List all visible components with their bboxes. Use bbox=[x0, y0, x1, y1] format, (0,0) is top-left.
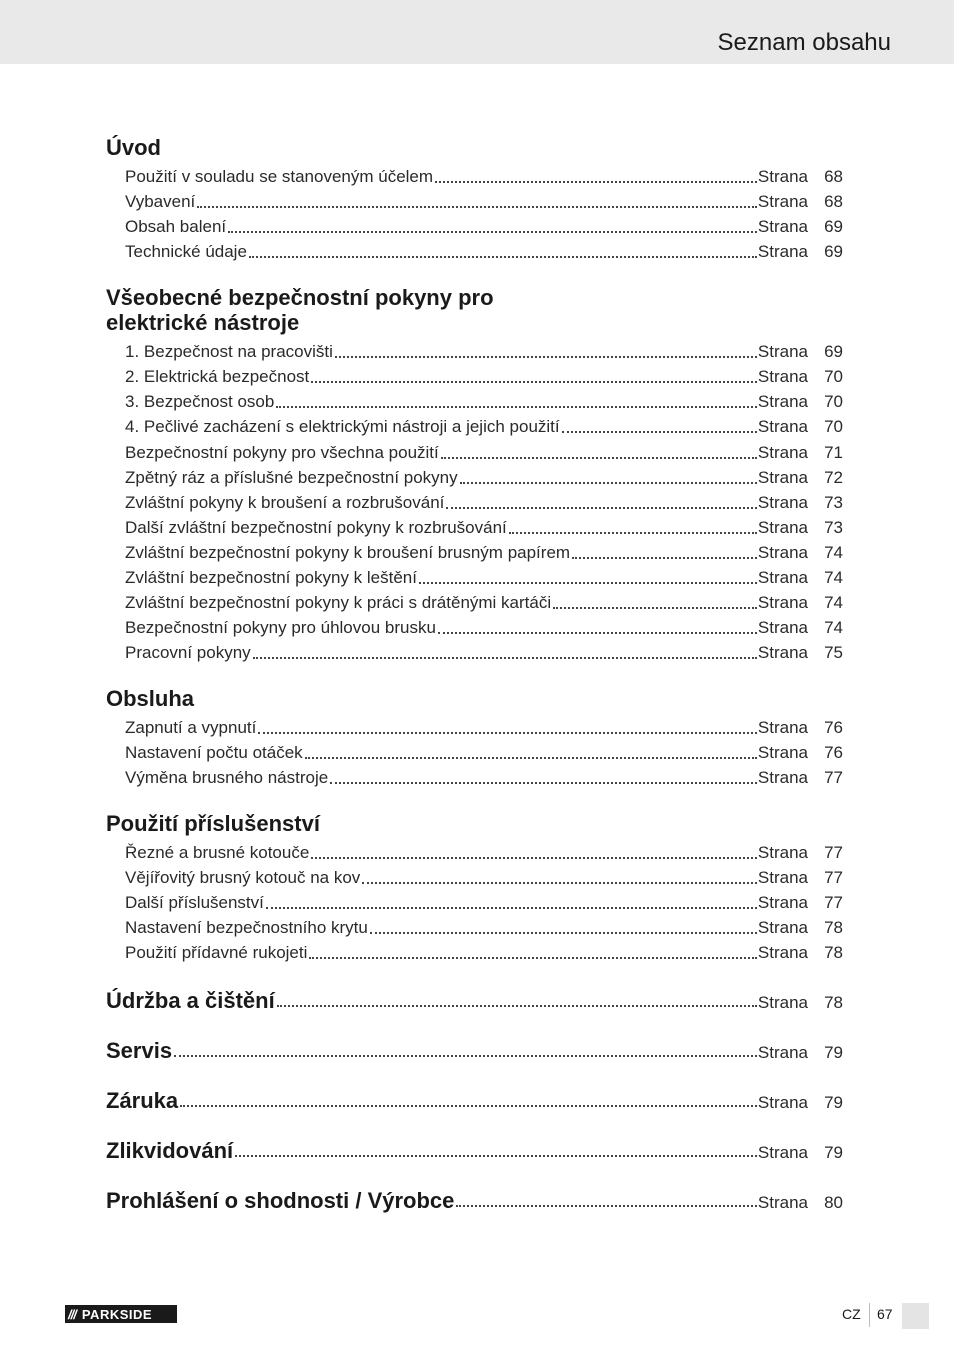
dot-leader bbox=[309, 957, 757, 959]
strana-label: Strana bbox=[757, 568, 808, 587]
toc-entry[interactable] bbox=[125, 413, 843, 438]
toc-entry-page: 71 bbox=[824, 443, 843, 462]
toc-entry[interactable] bbox=[125, 914, 843, 939]
toc-main-entry-label: Zlikvidování bbox=[106, 1138, 234, 1163]
toc-main-entry-page: 79 bbox=[824, 1093, 843, 1112]
strana-label: Strana bbox=[757, 993, 808, 1012]
toc-entry-page: 76 bbox=[824, 743, 843, 762]
section-heading-uvod: Úvod bbox=[106, 135, 161, 160]
strana-label: Strana bbox=[757, 743, 808, 762]
dot-leader bbox=[562, 431, 757, 433]
page-number: 67 bbox=[877, 1306, 893, 1322]
toc-entry-page: 74 bbox=[824, 618, 843, 637]
toc-entry[interactable] bbox=[125, 539, 843, 564]
logo-stripes-icon: /// bbox=[68, 1306, 76, 1322]
toc-entry[interactable] bbox=[125, 238, 843, 263]
toc-main-entry-label: Záruka bbox=[106, 1088, 179, 1113]
toc-entry[interactable] bbox=[125, 338, 843, 363]
toc-entry-label: Bezpečnostní pokyny pro všechna použití bbox=[125, 443, 439, 462]
toc-entry-label: Použití přídavné rukojeti bbox=[125, 943, 308, 962]
dot-leader bbox=[446, 507, 757, 509]
dot-leader bbox=[419, 582, 757, 584]
dot-leader bbox=[276, 406, 757, 408]
toc-entry-label: Zvláštní bezpečnostní pokyny k práci s drátěnými kartáči bbox=[125, 593, 552, 612]
strana-label: Strana bbox=[757, 943, 808, 962]
toc-entry-page: 74 bbox=[824, 568, 843, 587]
dot-leader bbox=[370, 932, 757, 934]
strana-label: Strana bbox=[757, 593, 808, 612]
strana-label: Strana bbox=[757, 443, 808, 462]
section-heading-bezpecnost-line1: Všeobecné bezpečnostní pokyny pro bbox=[106, 285, 494, 310]
dot-leader bbox=[509, 532, 757, 534]
toc-main-entry-page: 80 bbox=[824, 1193, 843, 1212]
strana-label: Strana bbox=[757, 918, 808, 937]
toc-main-entry-label: Údržba a čištění bbox=[106, 988, 275, 1013]
toc-entry-page: 74 bbox=[824, 593, 843, 612]
strana-label: Strana bbox=[757, 367, 808, 386]
logo-text: PARKSIDE bbox=[81, 1306, 153, 1322]
toc-entry-label: 1. Bezpečnost na pracovišti bbox=[125, 342, 333, 361]
strana-label: Strana bbox=[757, 417, 808, 436]
dot-leader bbox=[311, 857, 757, 859]
toc-entry[interactable] bbox=[125, 489, 843, 514]
toc-entry-label: Nastavení bezpečnostního krytu bbox=[125, 918, 368, 937]
section-heading-bezpecnost-line2: elektrické nástroje bbox=[106, 310, 300, 335]
toc-entry[interactable] bbox=[125, 614, 843, 639]
toc-entry[interactable] bbox=[125, 188, 843, 213]
section-heading-prislusenstvi: Použití příslušenství bbox=[106, 811, 320, 836]
toc-entry-label: Výměna brusného nástroje bbox=[125, 768, 329, 787]
dot-leader bbox=[553, 607, 757, 609]
dot-leader bbox=[197, 206, 757, 208]
toc-entry-page: 77 bbox=[824, 868, 843, 887]
strana-label: Strana bbox=[757, 1193, 808, 1212]
toc-entry-label: 4. Pečlivé zacházení s elektrickými nástroji a jejich použití bbox=[125, 417, 560, 436]
section-heading-obsluha: Obsluha bbox=[106, 686, 195, 711]
strana-label: Strana bbox=[757, 843, 808, 862]
toc-main-entry[interactable] bbox=[106, 986, 843, 1014]
toc-entry[interactable] bbox=[125, 363, 843, 388]
toc-entry-page: 74 bbox=[824, 543, 843, 562]
strana-label: Strana bbox=[757, 893, 808, 912]
dot-leader bbox=[228, 231, 757, 233]
toc-entry[interactable] bbox=[125, 564, 843, 589]
toc-entry-page: 77 bbox=[824, 893, 843, 912]
toc-entry-label: Vybavení bbox=[125, 192, 196, 211]
toc-entry-page: 68 bbox=[824, 167, 843, 186]
toc-entry-page: 70 bbox=[824, 417, 843, 436]
toc-main-entry[interactable] bbox=[106, 1036, 843, 1064]
toc-entry[interactable] bbox=[125, 739, 843, 764]
strana-label: Strana bbox=[757, 618, 808, 637]
strana-label: Strana bbox=[757, 518, 808, 537]
toc-entry-label: Zpětný ráz a příslušné bezpečnostní pokyny bbox=[125, 468, 458, 487]
strana-label: Strana bbox=[757, 1093, 808, 1112]
strana-label: Strana bbox=[757, 1143, 808, 1162]
dot-leader bbox=[258, 732, 757, 734]
toc-entry-page: 76 bbox=[824, 718, 843, 737]
toc-entry-label: Zvláštní bezpečnostní pokyny k broušení brusným papírem bbox=[125, 543, 571, 562]
dot-leader bbox=[305, 757, 757, 759]
strana-label: Strana bbox=[757, 468, 808, 487]
toc-entry-page: 69 bbox=[824, 217, 843, 236]
toc-entry-label: Řezné a brusné kotouče bbox=[125, 843, 310, 862]
toc-entry-label: 2. Elektrická bezpečnost bbox=[125, 367, 310, 386]
dot-leader bbox=[266, 907, 757, 909]
dot-leader bbox=[362, 882, 757, 884]
toc-entry[interactable] bbox=[125, 764, 843, 789]
toc-entry-label: Zapnutí a vypnutí bbox=[125, 718, 257, 737]
toc-entry-page: 75 bbox=[824, 643, 843, 662]
toc-entry-label: Nastavení počtu otáček bbox=[125, 743, 303, 762]
dot-leader bbox=[235, 1155, 757, 1157]
strana-label: Strana bbox=[757, 493, 808, 512]
dot-leader bbox=[174, 1055, 757, 1057]
toc-main-entry-label: Prohlášení o shodnosti / Výrobce bbox=[106, 1188, 455, 1213]
toc-entry[interactable] bbox=[125, 213, 843, 238]
toc-entry[interactable] bbox=[125, 889, 843, 914]
toc-entry-label: Zvláštní pokyny k broušení a rozbrušování bbox=[125, 493, 445, 512]
dot-leader bbox=[435, 181, 757, 183]
toc-main-entry[interactable] bbox=[106, 1136, 843, 1164]
toc-main-entry-page: 78 bbox=[824, 993, 843, 1012]
strana-label: Strana bbox=[757, 543, 808, 562]
dot-leader bbox=[253, 657, 757, 659]
toc-entry-page: 70 bbox=[824, 367, 843, 386]
dot-leader bbox=[438, 632, 757, 634]
toc-entry-page: 70 bbox=[824, 392, 843, 411]
strana-label: Strana bbox=[757, 342, 808, 361]
dot-leader bbox=[330, 782, 757, 784]
toc-entry-page: 78 bbox=[824, 943, 843, 962]
page-header bbox=[0, 0, 954, 64]
page-title: Seznam obsahu bbox=[717, 29, 891, 56]
footer-tab-marker bbox=[902, 1303, 929, 1329]
dot-leader bbox=[572, 557, 757, 559]
toc-entry-page: 73 bbox=[824, 518, 843, 537]
toc-entry[interactable] bbox=[125, 439, 843, 464]
toc-entry-label: Bezpečnostní pokyny pro úhlovou brusku bbox=[125, 618, 436, 637]
footer-divider bbox=[869, 1303, 870, 1327]
toc-entry-label: Další zvláštní bezpečnostní pokyny k rozbrušování bbox=[125, 518, 507, 537]
toc-main-entry[interactable] bbox=[106, 1186, 843, 1214]
strana-label: Strana bbox=[757, 643, 808, 662]
toc-main-entry[interactable] bbox=[106, 1086, 843, 1114]
dot-leader bbox=[456, 1205, 757, 1207]
toc-entry[interactable] bbox=[125, 464, 843, 489]
toc-entry[interactable] bbox=[125, 639, 843, 664]
strana-label: Strana bbox=[757, 242, 808, 261]
toc-entry[interactable] bbox=[125, 589, 843, 614]
toc-entry-label: Zvláštní bezpečnostní pokyny k leštění bbox=[125, 568, 417, 587]
strana-label: Strana bbox=[757, 167, 808, 186]
dot-leader bbox=[249, 256, 757, 258]
toc-entry-label: Obsah balení bbox=[125, 217, 227, 236]
toc-entry[interactable] bbox=[125, 864, 843, 889]
toc-entry[interactable] bbox=[125, 514, 843, 539]
dot-leader bbox=[460, 482, 757, 484]
toc-entry-label: Vějířovitý brusný kotouč na kov bbox=[125, 868, 361, 887]
toc-entry-label: 3. Bezpečnost osob bbox=[125, 392, 275, 411]
toc-entry-page: 73 bbox=[824, 493, 843, 512]
strana-label: Strana bbox=[757, 392, 808, 411]
toc-main-entry-label: Servis bbox=[106, 1038, 173, 1063]
strana-label: Strana bbox=[757, 768, 808, 787]
toc-entry-label: Další příslušenství bbox=[125, 893, 264, 912]
toc-entry-label: Pracovní pokyny bbox=[125, 643, 251, 662]
toc-entry[interactable] bbox=[125, 839, 843, 864]
dot-leader bbox=[277, 1005, 757, 1007]
strana-label: Strana bbox=[757, 192, 808, 211]
toc-entry-page: 68 bbox=[824, 192, 843, 211]
toc-entry-page: 72 bbox=[824, 468, 843, 487]
toc-entry[interactable] bbox=[125, 388, 843, 413]
strana-label: Strana bbox=[757, 217, 808, 236]
toc-entry-label: Použití v souladu se stanoveným účelem bbox=[125, 167, 434, 186]
toc-entry-label: Technické údaje bbox=[125, 242, 247, 261]
toc-entry-page: 69 bbox=[824, 242, 843, 261]
toc-entry[interactable] bbox=[125, 714, 843, 739]
language-code: CZ bbox=[842, 1306, 861, 1322]
toc-entry-page: 77 bbox=[824, 843, 843, 862]
toc-entry[interactable] bbox=[125, 939, 843, 964]
toc-entry[interactable] bbox=[125, 163, 843, 188]
dot-leader bbox=[180, 1105, 757, 1107]
toc-main-entry-page: 79 bbox=[824, 1043, 843, 1062]
parkside-logo bbox=[65, 1305, 177, 1323]
strana-label: Strana bbox=[757, 868, 808, 887]
dot-leader bbox=[441, 457, 757, 459]
dot-leader bbox=[311, 381, 757, 383]
toc-entry-page: 78 bbox=[824, 918, 843, 937]
dot-leader bbox=[335, 356, 757, 358]
toc-entry-page: 77 bbox=[824, 768, 843, 787]
strana-label: Strana bbox=[757, 718, 808, 737]
toc-entry-page: 69 bbox=[824, 342, 843, 361]
strana-label: Strana bbox=[757, 1043, 808, 1062]
toc-main-entry-page: 79 bbox=[824, 1143, 843, 1162]
